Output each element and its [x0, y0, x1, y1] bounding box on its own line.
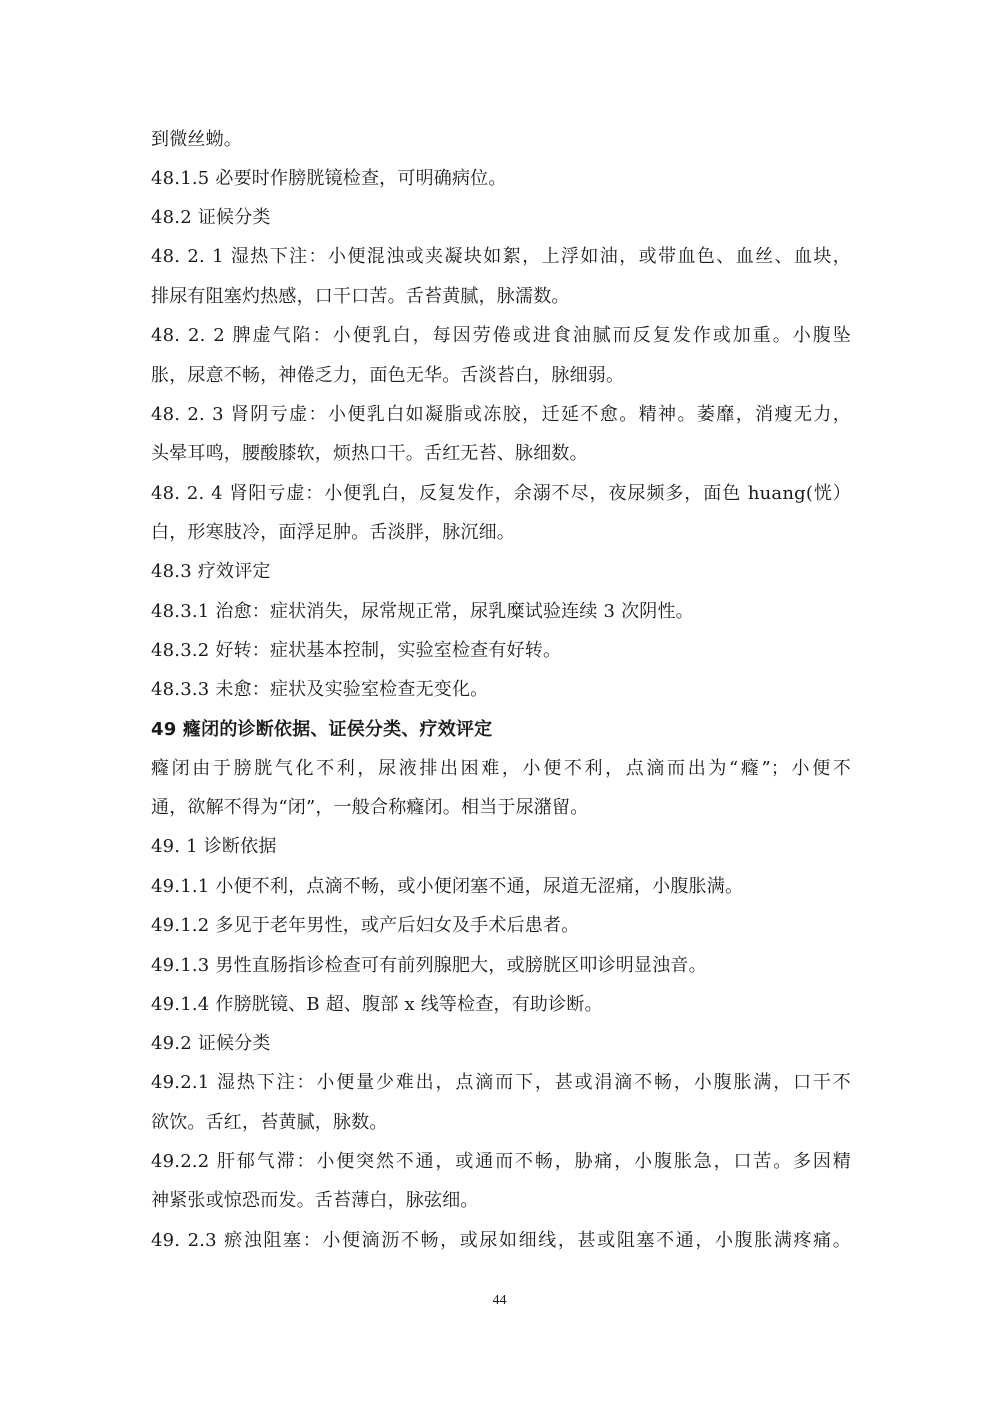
chapter-heading: 49 癃闭的诊断依据、证侯分类、疗效评定: [151, 719, 493, 740]
body-text-line: 49.1.4 作膀胱镜、B 超、腹部 x 线等检查，有助诊断。: [151, 994, 603, 1015]
body-text-line: 排尿有阻塞灼热感，口干口苦。舌苔黄腻，脉濡数。: [151, 286, 570, 307]
body-text-line: 欲饮。舌红，苔黄腻，脉数。: [151, 1112, 388, 1133]
body-text-line: 49.1.2 多见于老年男性，或产后妇女及手术后患者。: [151, 915, 580, 936]
body-text-line: 头晕耳鸣，腰酸膝软，烦热口干。舌红无苔、脉细数。: [151, 443, 588, 464]
body-text-line: 白，形寒肢冷，面浮足肿。舌淡胖，脉沉细。: [151, 522, 515, 543]
body-text-line: 神紧张或惊恐而发。舌苔薄白，脉弦细。: [151, 1190, 479, 1211]
section-heading: 48.3 疗效评定: [151, 561, 271, 582]
section-heading: 48.2 证候分类: [151, 207, 271, 228]
body-text-line: 48. 2. 4 肾阳亏虚：小便乳白，反复发作，余溺不尽，夜尿频多，面色 huang(恍）: [151, 483, 851, 504]
body-text-line: 48. 2. 2 脾虚气陷：小便乳白，每因劳倦或进食油腻而反复发作或加重。小腹坠: [151, 325, 851, 346]
body-text-line: 48.3.1 治愈：症状消失，尿常规正常，尿乳糜试验连续 3 次阴性。: [151, 601, 694, 622]
section-heading: 49.2 证候分类: [151, 1033, 271, 1054]
section-heading: 49. 1 诊断依据: [151, 836, 277, 857]
body-text-line: 48.3.2 好转：症状基本控制，实验室检查有好转。: [151, 640, 562, 661]
body-text-line: 胀，尿意不畅，神倦乏力，面色无华。舌淡苔白，脉细弱。: [151, 365, 625, 386]
body-text-line: 49. 2.3 瘀浊阻塞：小便滴沥不畅，或尿如细线，甚或阻塞不通，小腹胀满疼痛。: [151, 1230, 851, 1251]
body-text-line: 癃闭由于膀胱气化不利，尿液排出困难，小便不利，点滴而出为“癃”；小便不: [151, 758, 851, 779]
body-text-line: 48. 2. 1 湿热下注：小便混浊或夹凝块如絮，上浮如油，或带血色、血丝、血块，: [151, 246, 851, 267]
body-text-line: 49.2.1 湿热下注：小便量少难出，点滴而下，甚或涓滴不畅，小腹胀满，口干不: [151, 1072, 851, 1093]
body-text-line: 通，欲解不得为“闭”，一般合称癃闭。相当于尿潴留。: [151, 797, 589, 818]
body-text-line: 48. 2. 3 肾阴亏虚：小便乳白如凝脂或冻胶，迁延不愈。精神。萎靡，消瘦无力，: [151, 404, 851, 425]
body-text-line: 48.3.3 未愈：症状及实验室检查无变化。: [151, 679, 489, 700]
body-text-line: 到微丝蚴。: [151, 129, 242, 150]
page-number: 44: [492, 1293, 507, 1308]
body-text-line: 49.1.3 男性直肠指诊检查可有前列腺肥大，或膀胱区叩诊明显浊音。: [151, 955, 707, 976]
body-text-line: 49.1.1 小便不利，点滴不畅，或小便闭塞不通，尿道无涩痛，小腹胀满。: [151, 876, 744, 897]
body-text-line: 49.2.2 肝郁气滞：小便突然不通，或通而不畅，胁痛，小腹胀急，口苦。多因精: [151, 1151, 851, 1172]
body-text-line: 48.1.5 必要时作膀胱镜检查，可明确病位。: [151, 168, 507, 189]
